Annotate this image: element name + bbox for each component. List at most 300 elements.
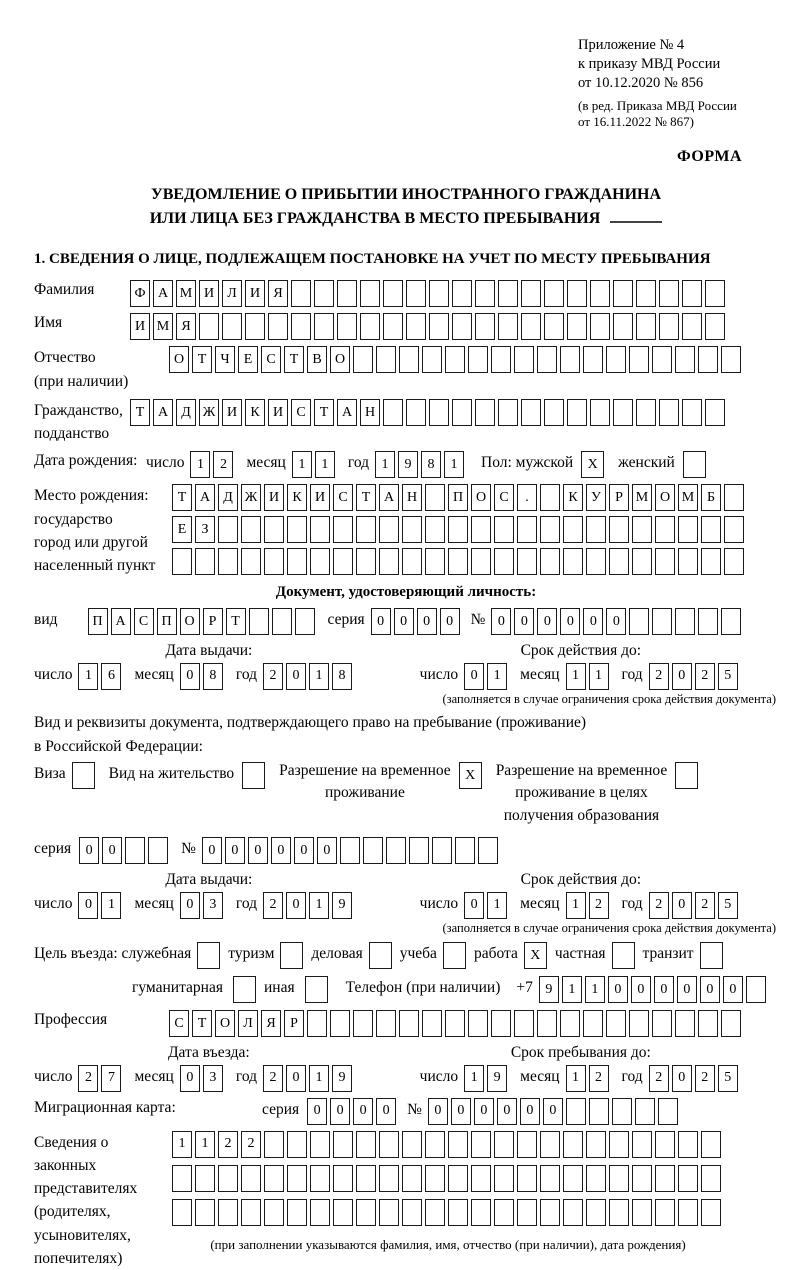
char-box[interactable]: И <box>130 313 150 340</box>
char-box[interactable] <box>537 1010 557 1037</box>
char-box[interactable] <box>330 1010 350 1037</box>
char-box[interactable]: С <box>134 608 154 635</box>
char-box[interactable]: 0 <box>631 976 651 1003</box>
char-box[interactable] <box>471 1131 491 1158</box>
purpose-humanitarian-checkbox[interactable] <box>233 976 256 1003</box>
char-box[interactable]: Р <box>609 484 629 511</box>
purpose-business-checkbox[interactable] <box>369 942 392 969</box>
char-box[interactable]: М <box>632 484 652 511</box>
char-box[interactable]: 8 <box>421 451 441 478</box>
char-box[interactable] <box>705 399 725 426</box>
char-box[interactable]: 0 <box>560 608 580 635</box>
char-box[interactable] <box>540 548 560 575</box>
purpose-work-checkbox[interactable]: X <box>524 942 547 969</box>
char-box[interactable] <box>629 608 649 635</box>
char-box[interactable]: 1 <box>375 451 395 478</box>
char-box[interactable] <box>360 313 380 340</box>
char-box[interactable] <box>310 1165 330 1192</box>
char-box[interactable]: 8 <box>203 663 223 690</box>
char-box[interactable] <box>337 313 357 340</box>
char-box[interactable] <box>705 280 725 307</box>
char-box[interactable] <box>517 516 537 543</box>
char-box[interactable] <box>498 313 518 340</box>
char-box[interactable]: 1 <box>309 663 329 690</box>
char-box[interactable] <box>675 346 695 373</box>
char-box[interactable] <box>356 548 376 575</box>
char-box[interactable] <box>353 346 373 373</box>
char-box[interactable] <box>655 1131 675 1158</box>
purpose-transit-checkbox[interactable] <box>700 942 723 969</box>
char-box[interactable] <box>517 548 537 575</box>
char-box[interactable] <box>636 280 656 307</box>
char-box[interactable] <box>566 1098 586 1125</box>
char-box[interactable] <box>606 1010 626 1037</box>
char-box[interactable]: 0 <box>286 1065 306 1092</box>
char-box[interactable]: 5 <box>718 1065 738 1092</box>
char-box[interactable]: Р <box>284 1010 304 1037</box>
char-box[interactable]: К <box>563 484 583 511</box>
char-box[interactable] <box>379 548 399 575</box>
char-box[interactable]: Е <box>172 516 192 543</box>
char-box[interactable]: Т <box>226 608 246 635</box>
char-box[interactable]: Б <box>701 484 721 511</box>
char-box[interactable] <box>498 280 518 307</box>
char-box[interactable] <box>544 280 564 307</box>
purpose-private-checkbox[interactable] <box>612 942 635 969</box>
char-box[interactable]: К <box>245 399 265 426</box>
char-box[interactable] <box>655 1199 675 1226</box>
char-box[interactable] <box>590 280 610 307</box>
char-box[interactable] <box>682 313 702 340</box>
char-box[interactable]: Н <box>360 399 380 426</box>
char-box[interactable]: 0 <box>225 837 245 864</box>
char-box[interactable] <box>517 1131 537 1158</box>
char-box[interactable] <box>310 1131 330 1158</box>
char-box[interactable]: А <box>195 484 215 511</box>
char-box[interactable] <box>310 548 330 575</box>
char-box[interactable]: О <box>215 1010 235 1037</box>
char-box[interactable]: 9 <box>332 892 352 919</box>
char-box[interactable] <box>448 548 468 575</box>
char-box[interactable]: Р <box>203 608 223 635</box>
char-box[interactable]: 2 <box>589 892 609 919</box>
char-box[interactable] <box>125 837 145 864</box>
char-box[interactable]: 0 <box>102 837 122 864</box>
char-box[interactable]: 0 <box>672 892 692 919</box>
char-box[interactable] <box>632 1199 652 1226</box>
char-box[interactable] <box>701 516 721 543</box>
char-box[interactable]: С <box>291 399 311 426</box>
char-box[interactable]: С <box>169 1010 189 1037</box>
char-box[interactable]: 2 <box>78 1065 98 1092</box>
char-box[interactable] <box>609 1199 629 1226</box>
char-box[interactable]: 1 <box>309 892 329 919</box>
char-box[interactable]: О <box>169 346 189 373</box>
char-box[interactable] <box>632 1131 652 1158</box>
char-box[interactable] <box>383 313 403 340</box>
char-box[interactable] <box>445 346 465 373</box>
char-box[interactable] <box>448 516 468 543</box>
char-box[interactable]: 0 <box>271 837 291 864</box>
sex-female-checkbox[interactable] <box>683 451 706 478</box>
char-box[interactable] <box>563 548 583 575</box>
char-box[interactable]: С <box>333 484 353 511</box>
char-box[interactable] <box>494 1165 514 1192</box>
char-box[interactable]: И <box>199 280 219 307</box>
char-box[interactable]: И <box>245 280 265 307</box>
char-box[interactable] <box>425 1165 445 1192</box>
char-box[interactable]: 2 <box>649 892 669 919</box>
char-box[interactable] <box>264 516 284 543</box>
char-box[interactable]: О <box>655 484 675 511</box>
char-box[interactable] <box>494 1131 514 1158</box>
char-box[interactable]: 1 <box>292 451 312 478</box>
char-box[interactable] <box>475 280 495 307</box>
char-box[interactable]: Л <box>222 280 242 307</box>
char-box[interactable] <box>586 1199 606 1226</box>
char-box[interactable]: Н <box>402 484 422 511</box>
char-box[interactable] <box>429 280 449 307</box>
char-box[interactable] <box>494 516 514 543</box>
char-box[interactable] <box>383 280 403 307</box>
char-box[interactable] <box>636 399 656 426</box>
char-box[interactable]: 1 <box>315 451 335 478</box>
char-box[interactable] <box>422 346 442 373</box>
char-box[interactable]: 2 <box>263 1065 283 1092</box>
char-box[interactable] <box>272 608 292 635</box>
char-box[interactable]: Т <box>172 484 192 511</box>
char-box[interactable] <box>678 516 698 543</box>
char-box[interactable] <box>264 1131 284 1158</box>
char-box[interactable] <box>609 1165 629 1192</box>
char-box[interactable] <box>241 1165 261 1192</box>
char-box[interactable]: А <box>379 484 399 511</box>
char-box[interactable]: . <box>517 484 537 511</box>
char-box[interactable] <box>632 516 652 543</box>
char-box[interactable] <box>333 548 353 575</box>
char-box[interactable]: 0 <box>464 663 484 690</box>
char-box[interactable]: 1 <box>566 892 586 919</box>
char-box[interactable] <box>314 313 334 340</box>
char-box[interactable] <box>409 837 429 864</box>
char-box[interactable] <box>452 399 472 426</box>
char-box[interactable] <box>452 280 472 307</box>
char-box[interactable] <box>632 548 652 575</box>
char-box[interactable] <box>245 313 265 340</box>
char-box[interactable] <box>724 548 744 575</box>
char-box[interactable] <box>471 1199 491 1226</box>
char-box[interactable]: Ж <box>241 484 261 511</box>
char-box[interactable] <box>655 548 675 575</box>
char-box[interactable] <box>540 1131 560 1158</box>
char-box[interactable]: 1 <box>589 663 609 690</box>
char-box[interactable] <box>521 313 541 340</box>
char-box[interactable] <box>586 516 606 543</box>
char-box[interactable]: 0 <box>514 608 534 635</box>
char-box[interactable]: Я <box>176 313 196 340</box>
char-box[interactable] <box>721 608 741 635</box>
char-box[interactable] <box>678 1165 698 1192</box>
char-box[interactable] <box>310 516 330 543</box>
char-box[interactable] <box>678 548 698 575</box>
char-box[interactable] <box>307 1010 327 1037</box>
char-box[interactable] <box>586 1131 606 1158</box>
char-box[interactable] <box>537 346 557 373</box>
char-box[interactable]: 6 <box>101 663 121 690</box>
char-box[interactable]: 0 <box>180 892 200 919</box>
char-box[interactable] <box>386 837 406 864</box>
char-box[interactable]: 0 <box>537 608 557 635</box>
char-box[interactable] <box>632 1165 652 1192</box>
char-box[interactable]: 0 <box>248 837 268 864</box>
char-box[interactable]: П <box>88 608 108 635</box>
char-box[interactable]: Я <box>268 280 288 307</box>
char-box[interactable]: 1 <box>566 663 586 690</box>
char-box[interactable]: 2 <box>263 663 283 690</box>
char-box[interactable]: 0 <box>180 663 200 690</box>
rvp-edu-checkbox[interactable] <box>675 762 698 789</box>
char-box[interactable] <box>291 280 311 307</box>
char-box[interactable]: 1 <box>585 976 605 1003</box>
char-box[interactable]: 2 <box>241 1131 261 1158</box>
char-box[interactable] <box>402 548 422 575</box>
char-box[interactable]: 1 <box>172 1131 192 1158</box>
char-box[interactable] <box>517 1165 537 1192</box>
char-box[interactable]: 0 <box>700 976 720 1003</box>
char-box[interactable] <box>425 516 445 543</box>
char-box[interactable]: А <box>111 608 131 635</box>
char-box[interactable]: А <box>337 399 357 426</box>
char-box[interactable] <box>376 1010 396 1037</box>
char-box[interactable]: И <box>310 484 330 511</box>
char-box[interactable] <box>629 346 649 373</box>
char-box[interactable] <box>613 280 633 307</box>
char-box[interactable]: 2 <box>695 1065 715 1092</box>
char-box[interactable] <box>589 1098 609 1125</box>
char-box[interactable]: 9 <box>539 976 559 1003</box>
char-box[interactable] <box>264 1165 284 1192</box>
char-box[interactable] <box>721 346 741 373</box>
char-box[interactable]: 0 <box>202 837 222 864</box>
char-box[interactable] <box>540 1199 560 1226</box>
char-box[interactable] <box>563 516 583 543</box>
char-box[interactable] <box>609 1131 629 1158</box>
char-box[interactable] <box>746 976 766 1003</box>
char-box[interactable]: Т <box>314 399 334 426</box>
char-box[interactable] <box>701 1199 721 1226</box>
char-box[interactable] <box>701 1165 721 1192</box>
char-box[interactable]: М <box>176 280 196 307</box>
char-box[interactable] <box>264 548 284 575</box>
char-box[interactable] <box>540 1165 560 1192</box>
char-box[interactable]: 0 <box>286 663 306 690</box>
char-box[interactable]: 0 <box>520 1098 540 1125</box>
char-box[interactable]: Т <box>356 484 376 511</box>
char-box[interactable]: 9 <box>332 1065 352 1092</box>
char-box[interactable]: 1 <box>309 1065 329 1092</box>
char-box[interactable] <box>544 399 564 426</box>
char-box[interactable]: 0 <box>608 976 628 1003</box>
purpose-study-checkbox[interactable] <box>443 942 466 969</box>
char-box[interactable] <box>218 548 238 575</box>
char-box[interactable] <box>425 484 445 511</box>
char-box[interactable] <box>514 346 534 373</box>
char-box[interactable]: 0 <box>677 976 697 1003</box>
char-box[interactable] <box>241 1199 261 1226</box>
char-box[interactable] <box>540 516 560 543</box>
char-box[interactable]: 0 <box>394 608 414 635</box>
char-box[interactable] <box>195 1199 215 1226</box>
char-box[interactable]: 1 <box>190 451 210 478</box>
char-box[interactable] <box>567 313 587 340</box>
char-box[interactable]: О <box>180 608 200 635</box>
char-box[interactable] <box>448 1131 468 1158</box>
char-box[interactable]: Ж <box>199 399 219 426</box>
char-box[interactable] <box>399 1010 419 1037</box>
char-box[interactable] <box>333 1199 353 1226</box>
char-box[interactable] <box>429 313 449 340</box>
char-box[interactable]: 2 <box>213 451 233 478</box>
char-box[interactable] <box>148 837 168 864</box>
char-box[interactable] <box>425 548 445 575</box>
char-box[interactable] <box>471 548 491 575</box>
char-box[interactable] <box>406 399 426 426</box>
char-box[interactable] <box>652 608 672 635</box>
char-box[interactable]: Ф <box>130 280 150 307</box>
char-box[interactable]: 0 <box>672 1065 692 1092</box>
char-box[interactable]: 0 <box>583 608 603 635</box>
char-box[interactable] <box>494 1199 514 1226</box>
char-box[interactable]: 0 <box>606 608 626 635</box>
char-box[interactable]: Ч <box>215 346 235 373</box>
rvp-checkbox[interactable]: X <box>459 762 482 789</box>
char-box[interactable] <box>218 1199 238 1226</box>
char-box[interactable]: 2 <box>649 663 669 690</box>
char-box[interactable]: 0 <box>474 1098 494 1125</box>
char-box[interactable] <box>291 313 311 340</box>
char-box[interactable] <box>478 837 498 864</box>
char-box[interactable] <box>701 548 721 575</box>
char-box[interactable]: 1 <box>487 663 507 690</box>
char-box[interactable] <box>629 1010 649 1037</box>
char-box[interactable] <box>356 1131 376 1158</box>
char-box[interactable] <box>353 1010 373 1037</box>
char-box[interactable]: 0 <box>78 892 98 919</box>
char-box[interactable]: 3 <box>203 892 223 919</box>
char-box[interactable] <box>468 346 488 373</box>
char-box[interactable] <box>521 399 541 426</box>
char-box[interactable] <box>314 280 334 307</box>
char-box[interactable] <box>340 837 360 864</box>
char-box[interactable]: И <box>222 399 242 426</box>
char-box[interactable] <box>264 1199 284 1226</box>
char-box[interactable] <box>333 1131 353 1158</box>
char-box[interactable]: 2 <box>589 1065 609 1092</box>
char-box[interactable]: 0 <box>417 608 437 635</box>
char-box[interactable] <box>218 1165 238 1192</box>
char-box[interactable] <box>563 1131 583 1158</box>
char-box[interactable]: 0 <box>330 1098 350 1125</box>
char-box[interactable] <box>425 1131 445 1158</box>
char-box[interactable]: Т <box>192 346 212 373</box>
char-box[interactable] <box>455 837 475 864</box>
char-box[interactable] <box>498 399 518 426</box>
char-box[interactable]: 3 <box>203 1065 223 1092</box>
char-box[interactable]: П <box>157 608 177 635</box>
char-box[interactable] <box>241 516 261 543</box>
char-box[interactable]: 0 <box>79 837 99 864</box>
char-box[interactable] <box>698 1010 718 1037</box>
char-box[interactable]: 5 <box>718 892 738 919</box>
char-box[interactable] <box>652 1010 672 1037</box>
char-box[interactable]: 1 <box>444 451 464 478</box>
char-box[interactable]: 2 <box>218 1131 238 1158</box>
char-box[interactable] <box>682 280 702 307</box>
char-box[interactable] <box>635 1098 655 1125</box>
char-box[interactable]: 1 <box>566 1065 586 1092</box>
char-box[interactable]: 0 <box>286 892 306 919</box>
char-box[interactable] <box>287 548 307 575</box>
char-box[interactable] <box>475 313 495 340</box>
char-box[interactable]: У <box>586 484 606 511</box>
char-box[interactable] <box>586 548 606 575</box>
char-box[interactable]: 0 <box>491 608 511 635</box>
char-box[interactable] <box>540 484 560 511</box>
char-box[interactable] <box>310 1199 330 1226</box>
char-box[interactable] <box>402 1131 422 1158</box>
char-box[interactable] <box>583 1010 603 1037</box>
char-box[interactable]: В <box>307 346 327 373</box>
char-box[interactable] <box>583 346 603 373</box>
char-box[interactable]: 1 <box>464 1065 484 1092</box>
char-box[interactable] <box>379 516 399 543</box>
char-box[interactable] <box>218 516 238 543</box>
char-box[interactable] <box>337 280 357 307</box>
char-box[interactable] <box>678 1199 698 1226</box>
char-box[interactable]: С <box>261 346 281 373</box>
char-box[interactable] <box>249 608 269 635</box>
char-box[interactable] <box>363 837 383 864</box>
char-box[interactable] <box>356 1165 376 1192</box>
char-box[interactable] <box>724 516 744 543</box>
char-box[interactable] <box>705 313 725 340</box>
char-box[interactable] <box>675 608 695 635</box>
char-box[interactable]: Я <box>261 1010 281 1037</box>
char-box[interactable] <box>491 1010 511 1037</box>
char-box[interactable] <box>613 313 633 340</box>
char-box[interactable] <box>406 280 426 307</box>
char-box[interactable] <box>560 1010 580 1037</box>
char-box[interactable]: 0 <box>428 1098 448 1125</box>
char-box[interactable]: 0 <box>464 892 484 919</box>
char-box[interactable] <box>563 1199 583 1226</box>
char-box[interactable]: М <box>153 313 173 340</box>
char-box[interactable]: 0 <box>497 1098 517 1125</box>
char-box[interactable] <box>698 346 718 373</box>
char-box[interactable] <box>560 346 580 373</box>
char-box[interactable] <box>471 1165 491 1192</box>
char-box[interactable] <box>222 313 242 340</box>
char-box[interactable] <box>333 1165 353 1192</box>
char-box[interactable] <box>609 548 629 575</box>
char-box[interactable] <box>402 1165 422 1192</box>
char-box[interactable] <box>567 280 587 307</box>
char-box[interactable] <box>195 548 215 575</box>
char-box[interactable] <box>287 516 307 543</box>
char-box[interactable] <box>406 313 426 340</box>
char-box[interactable] <box>544 313 564 340</box>
char-box[interactable] <box>445 1010 465 1037</box>
